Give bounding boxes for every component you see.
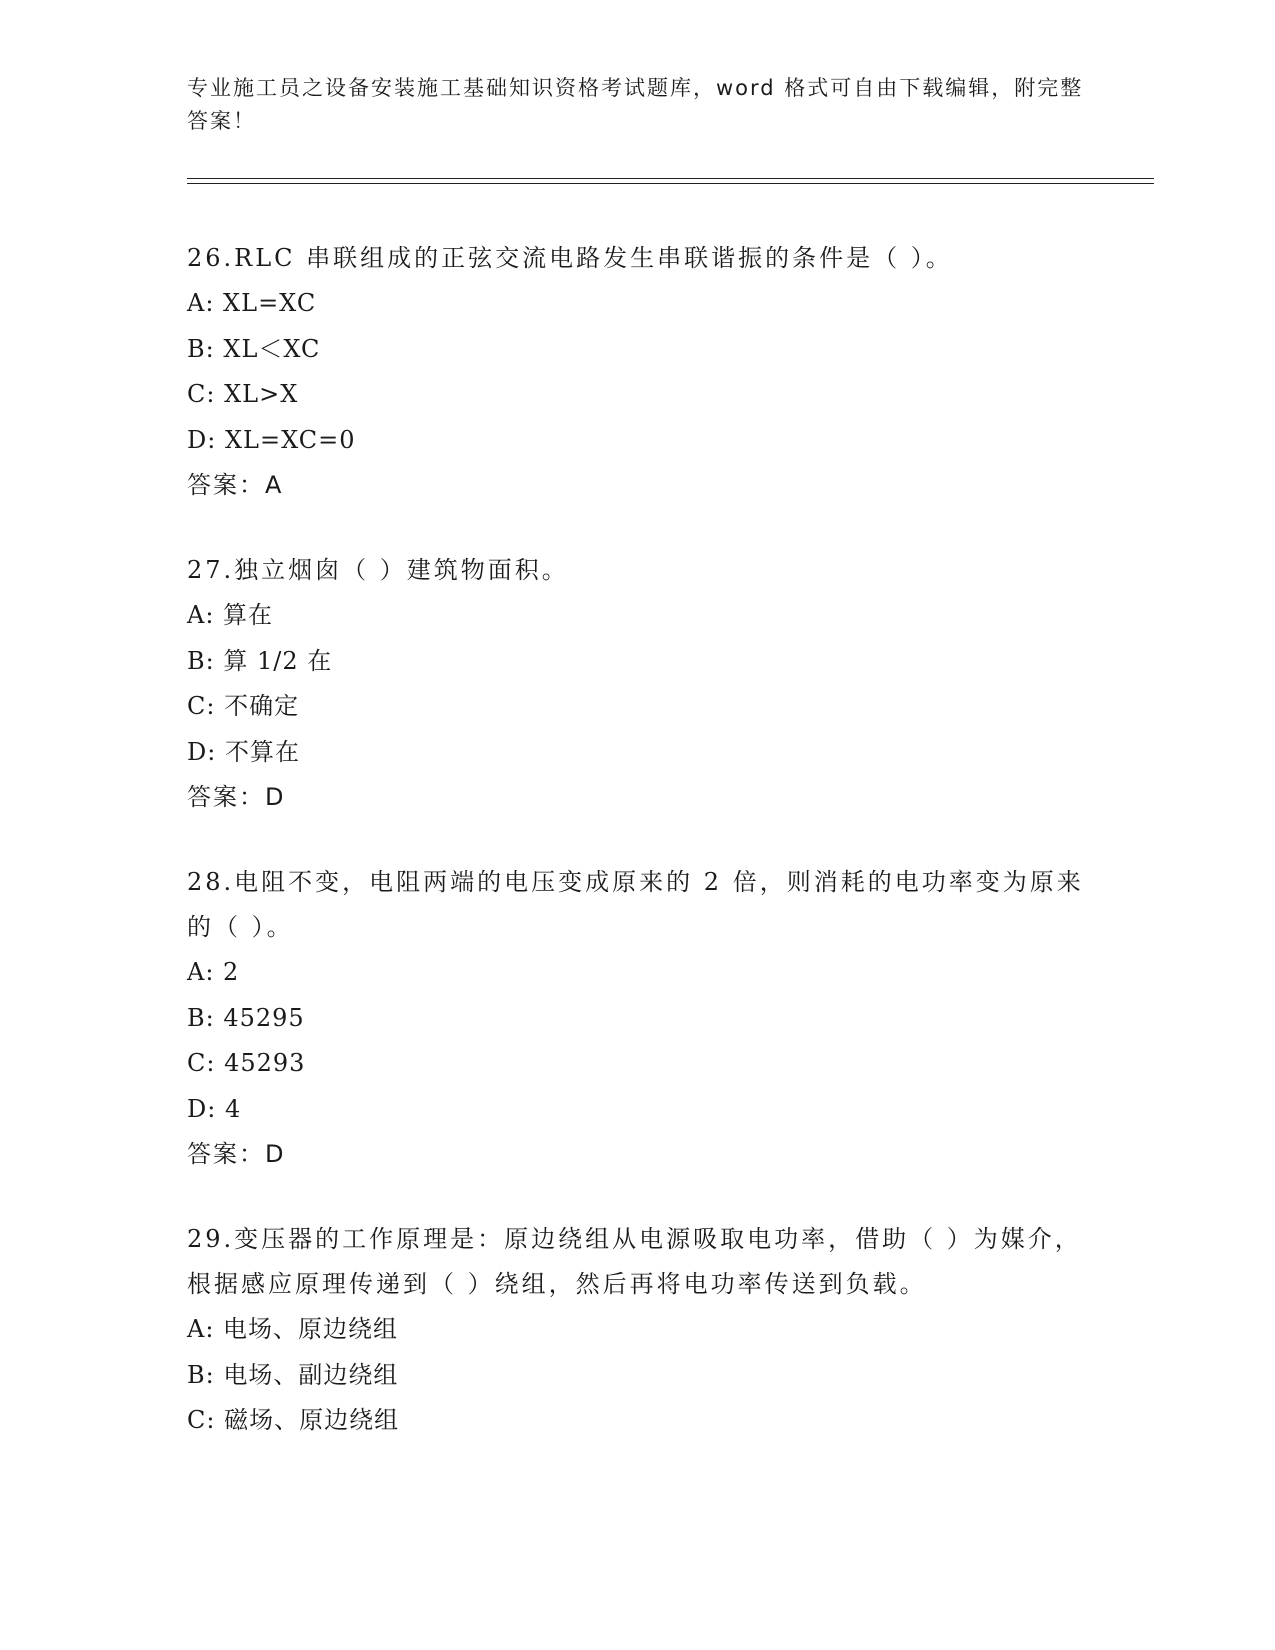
question-stem: 27.独立烟囱（ ）建筑物面积。	[187, 556, 569, 584]
question-stem: 28.电阻不变，电阻两端的电压变成原来的 2 倍，则消耗的电功率变为原来的（ ）。	[187, 868, 1084, 941]
header-divider	[187, 178, 1154, 184]
question-list	[187, 236, 1087, 1484]
answer-line: 答案：D	[187, 1140, 286, 1168]
option-a: A: 算在	[187, 601, 274, 629]
option-a: A: XL=XC	[187, 289, 317, 317]
document-header: 专业施工员之设备安装施工基础知识资格考试题库，word 格式可自由下载编辑，附完整答案！	[187, 76, 1084, 133]
option-b: B: 算 1/2 在	[187, 646, 333, 675]
question-stem: 29.变压器的工作原理是：原边绕组从电源吸取电功率，借助（ ）为媒介，根据感应原理传递到（ ）绕组，然后再将电功率传送到负载。	[187, 1225, 1082, 1298]
option-c: C: 不确定	[187, 692, 300, 720]
option-c: C: 磁场、原边绕组	[187, 1406, 400, 1434]
option-b: B: 电场、副边绕组	[187, 1360, 399, 1389]
option-d: D: 不算在	[187, 737, 300, 766]
answer-line: 答案：D	[187, 783, 286, 811]
option-a: A: 电场、原边绕组	[187, 1315, 399, 1343]
option-c: C: 45293	[187, 1049, 306, 1077]
question-28	[187, 860, 1087, 1177]
option-b: B: XL＜XC	[187, 334, 321, 363]
question-27	[187, 548, 1087, 820]
option-d: D: XL=XC=0	[187, 425, 356, 454]
option-d: D: 4	[187, 1094, 242, 1123]
option-a: A: 2	[187, 958, 240, 986]
answer-line: 答案：A	[187, 471, 284, 499]
question-26	[187, 236, 1087, 508]
option-b: B: 45295	[187, 1003, 305, 1032]
question-29	[187, 1217, 1087, 1444]
question-stem: 26.RLC 串联组成的正弦交流电路发生串联谐振的条件是（ ）。	[187, 244, 953, 272]
option-c: C: XL>X	[187, 380, 299, 408]
